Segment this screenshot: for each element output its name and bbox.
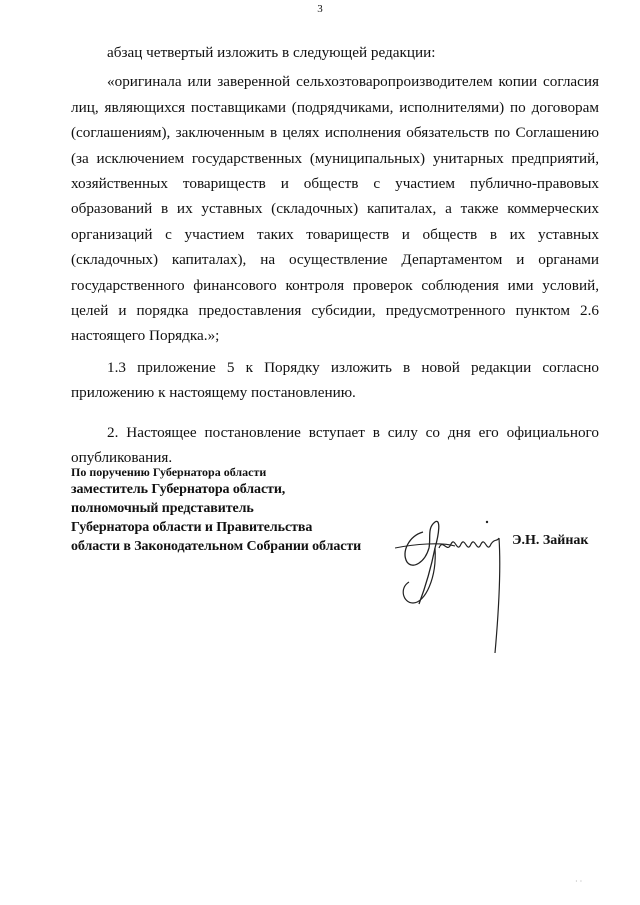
- paragraph-item-2: 2. Настоящее постановление вступает в силу со дня его официального опубликования.: [71, 423, 599, 467]
- signature-line-2: заместитель Губернатора области,: [71, 482, 286, 497]
- corner-mark: · ·: [575, 877, 583, 886]
- signature-line-5: области в Законодательном Собрании области: [71, 539, 362, 554]
- signature-line-1: По поручению Губернатора области: [71, 465, 267, 479]
- document-body: [71, 40, 599, 475]
- signature-line-4: Губернатора области и Правительства: [71, 520, 313, 535]
- page-number: 3: [317, 3, 323, 15]
- signature-line-3: полномочный представитель: [71, 501, 254, 516]
- paragraph-quote: «оригинала или заверенной сельхозтоваропроизводителем копии согласия лиц, являющихся поставщиками (подрядчиками, исполнителями) по договорам (соглашениям), заключенным в целях исполнения обязательств по Соглашению (за исключением государственных (муниципальных) унитарных предприятий, хозяйственных товариществ и обществ с участием публично-правовых образований в их уставных (складочных) капиталах, а также коммерческих организаций с участием таких товариществ и обществ в их уставных (складочных) капиталах), на осуществление Департаментом и органами государственного финансового контроля проверок соблюдения ими условий, целей и порядка предоставления субсидии, предусмотренного пунктом 2.6 настоящего Порядка.»;: [71, 73, 599, 345]
- paragraph-item-1-3: 1.3 приложение 5 к Порядку изложить в новой редакции согласно приложению к настоящему постановлению.: [71, 358, 599, 402]
- signer-name: Э.Н. Зайнак: [512, 533, 589, 548]
- handwritten-signature: [395, 508, 505, 658]
- paragraph-intro: абзац четвертый изложить в следующей редакции:: [107, 44, 436, 61]
